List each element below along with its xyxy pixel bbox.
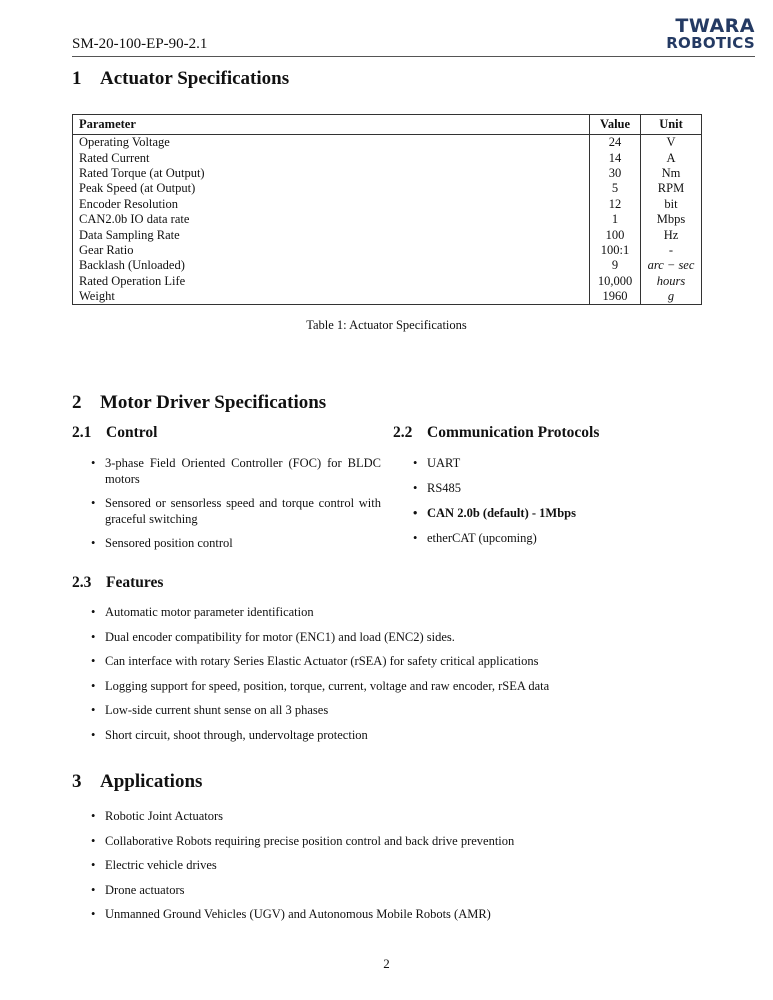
subsection-number: 2.2: [393, 424, 413, 441]
page-number: 2: [383, 956, 390, 971]
cell-parameter: Rated Current: [73, 150, 590, 165]
col-header-unit: Unit: [641, 115, 702, 135]
cell-value: 12: [590, 197, 641, 212]
cell-value: 10,000: [590, 274, 641, 289]
table-row: [73, 243, 702, 258]
table-row: [73, 227, 702, 242]
table-caption: Table 1: Actuator Specifications: [306, 318, 467, 332]
table-header-row: [73, 115, 702, 135]
cell-parameter: Data Sampling Rate: [73, 227, 590, 242]
cell-unit: Nm: [641, 166, 702, 181]
list-item: • Sensored position control: [91, 535, 381, 551]
cell-value: 5: [590, 181, 641, 196]
table-row: [73, 258, 702, 273]
cell-value: 14: [590, 150, 641, 165]
cell-parameter: CAN2.0b IO data rate: [73, 212, 590, 227]
cell-unit: g: [641, 289, 702, 305]
features-list: [91, 604, 711, 751]
header-divider: [72, 56, 755, 57]
cell-parameter: Gear Ratio: [73, 243, 590, 258]
cell-value: 1: [590, 212, 641, 227]
cell-value: 100: [590, 227, 641, 242]
list-item: • Low-side current shunt sense on all 3 phases: [91, 702, 711, 718]
list-item: • Unmanned Ground Vehicles (UGV) and Autonomous Mobile Robots (AMR): [91, 906, 711, 922]
cell-unit: V: [641, 135, 702, 151]
section-number: 2: [72, 392, 82, 413]
section-title: Applications: [100, 771, 203, 792]
cell-value: 24: [590, 135, 641, 151]
table-row: [73, 274, 702, 289]
section-2-heading: [72, 392, 326, 414]
cell-value: 100:1: [590, 243, 641, 258]
cell-unit: bit: [641, 197, 702, 212]
list-item: • 3-phase Field Oriented Controller (FOC) for BLDC motors: [91, 455, 381, 487]
cell-value: 1960: [590, 289, 641, 305]
col-header-parameter: Parameter: [73, 115, 590, 135]
cell-unit: Hz: [641, 227, 702, 242]
applications-list: [91, 808, 711, 931]
cell-parameter: Operating Voltage: [73, 135, 590, 151]
cell-parameter: Rated Operation Life: [73, 274, 590, 289]
cell-unit: arc − sec: [641, 258, 702, 273]
subsection-2-2-heading: [393, 424, 599, 442]
list-item: • Sensored or sensorless speed and torque control with graceful switching: [91, 495, 381, 527]
cell-value: 9: [590, 258, 641, 273]
list-item: • Dual encoder compatibility for motor (ENC1) and load (ENC2) sides.: [91, 629, 711, 645]
cell-parameter: Peak Speed (at Output): [73, 181, 590, 196]
table-row: [73, 135, 702, 151]
subsection-title: Communication Protocols: [427, 424, 600, 441]
control-list: [91, 455, 381, 559]
protocol-list: [413, 455, 703, 555]
company-logo: [666, 15, 755, 52]
list-item: • Short circuit, shoot through, undervoltage protection: [91, 727, 711, 743]
cell-parameter: Backlash (Unloaded): [73, 258, 590, 273]
section-number: 3: [72, 771, 82, 792]
subsection-title: Features: [106, 574, 164, 591]
cell-unit: Mbps: [641, 212, 702, 227]
subsection-number: 2.3: [72, 574, 92, 591]
cell-parameter: Weight: [73, 289, 590, 305]
list-item: • Robotic Joint Actuators: [91, 808, 711, 824]
logo-line-1: TWARA: [675, 15, 755, 37]
col-header-value: Value: [590, 115, 641, 135]
list-item: • RS485: [413, 480, 703, 496]
cell-unit: RPM: [641, 181, 702, 196]
table-row: [73, 289, 702, 305]
subsection-number: 2.1: [72, 424, 92, 441]
table-row: [73, 181, 702, 196]
list-item: • Automatic motor parameter identification: [91, 604, 711, 620]
section-number: 1: [72, 68, 82, 89]
section-title: Motor Driver Specifications: [100, 392, 327, 413]
cell-value: 30: [590, 166, 641, 181]
subsection-title: Control: [106, 424, 158, 441]
cell-unit: -: [641, 243, 702, 258]
document-id: SM-20-100-EP-90-2.1: [72, 36, 208, 52]
cell-unit: A: [641, 150, 702, 165]
table-row: [73, 150, 702, 165]
list-item: • Electric vehicle drives: [91, 857, 711, 873]
table-row: [73, 212, 702, 227]
list-item: • etherCAT (upcoming): [413, 530, 703, 546]
table-row: [73, 197, 702, 212]
subsection-2-1-heading: [72, 424, 157, 442]
list-item: • CAN 2.0b (default) - 1Mbps: [413, 505, 703, 521]
table-row: [73, 166, 702, 181]
cell-unit: hours: [641, 274, 702, 289]
actuator-spec-table: [72, 114, 702, 305]
list-item: • UART: [413, 455, 703, 471]
subsection-2-3-heading: [72, 574, 163, 592]
list-item: • Drone actuators: [91, 882, 711, 898]
cell-parameter: Encoder Resolution: [73, 197, 590, 212]
list-item: • Can interface with rotary Series Elastic Actuator (rSEA) for safety critical applications: [91, 653, 711, 669]
section-1-heading: [72, 68, 289, 90]
cell-parameter: Rated Torque (at Output): [73, 166, 590, 181]
list-item: • Logging support for speed, position, torque, current, voltage and raw encoder, rSEA data: [91, 678, 711, 694]
section-title: Actuator Specifications: [100, 68, 290, 89]
section-3-heading: [72, 771, 202, 793]
logo-line-2: ROBOTICS: [666, 34, 755, 52]
list-item: • Collaborative Robots requiring precise position control and back drive prevention: [91, 833, 711, 849]
